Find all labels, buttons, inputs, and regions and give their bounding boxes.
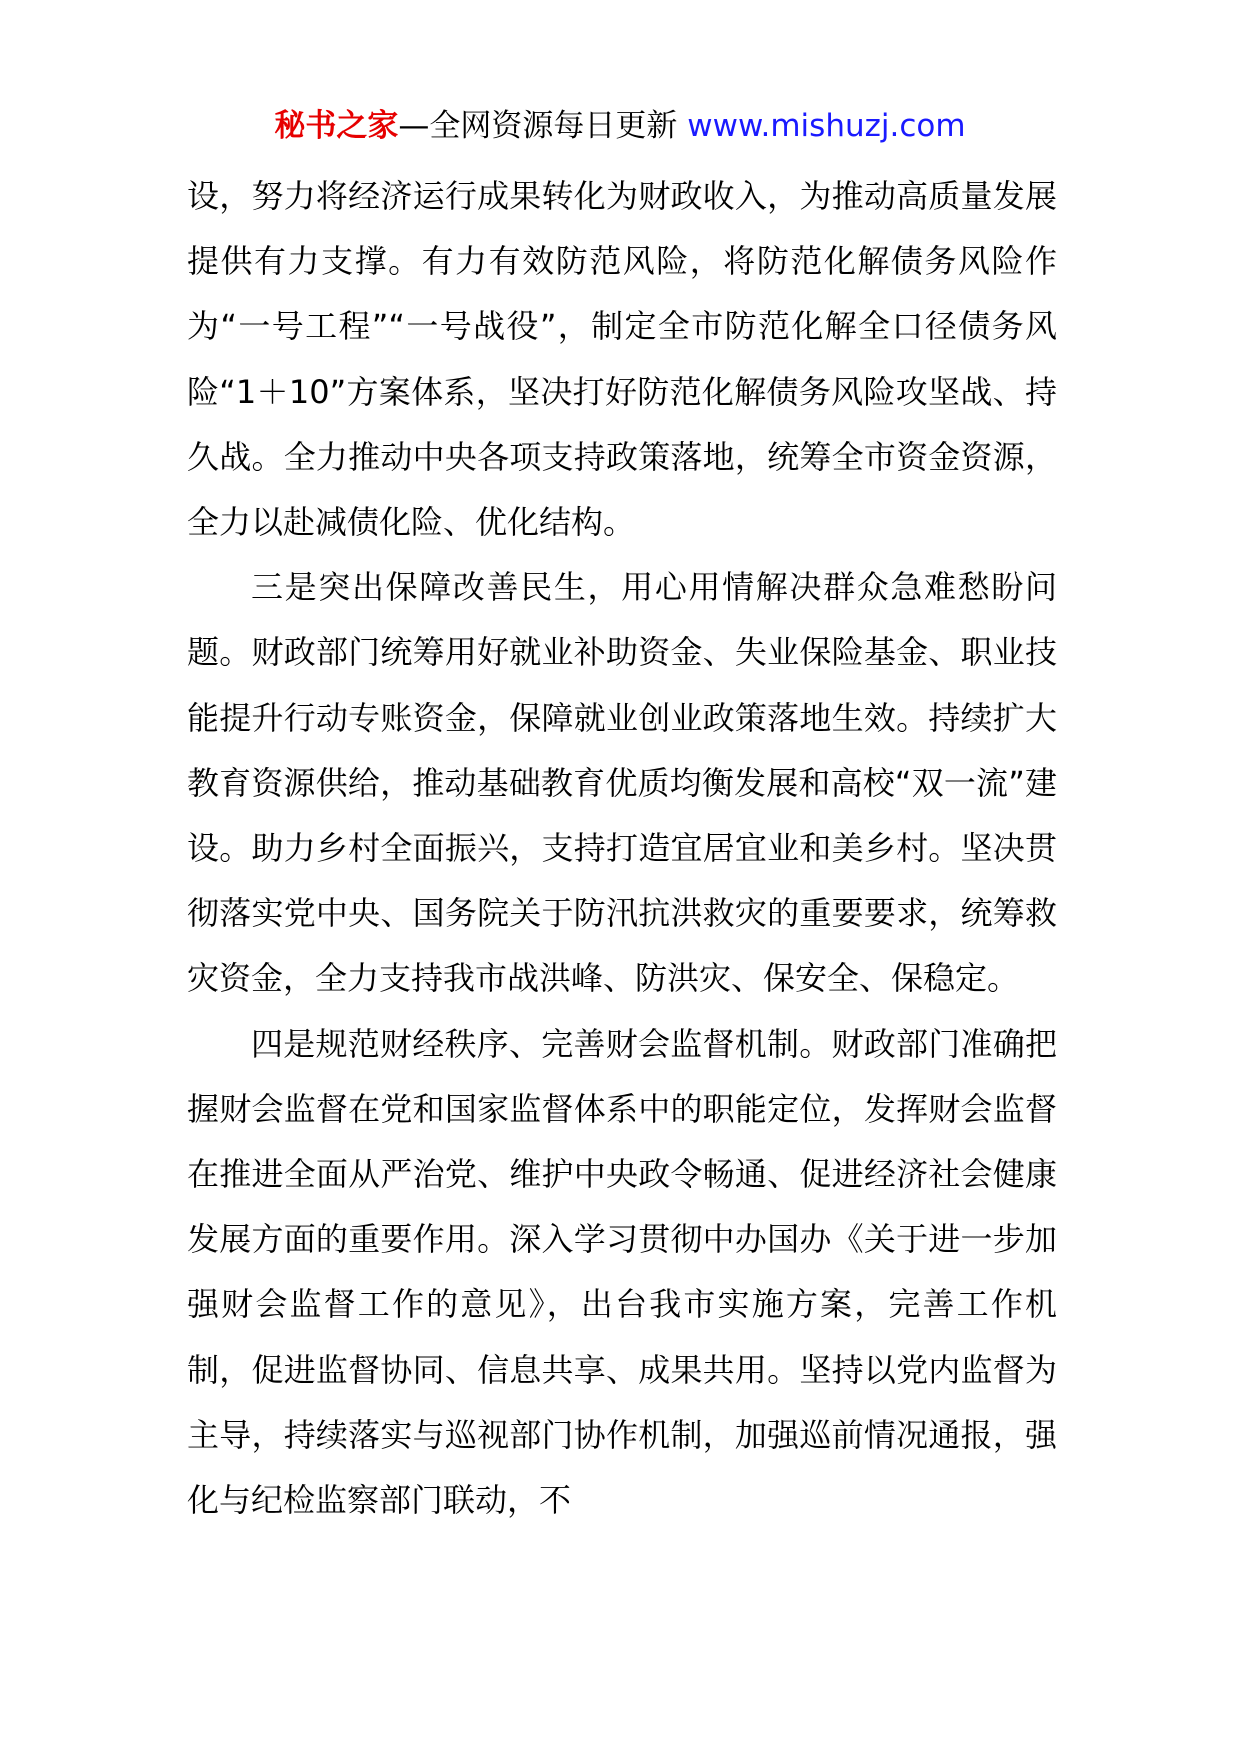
paragraph-continued: 设，努力将经济运行成果转化为财政收入，为推动高质量发展提供有力支撑。有力有效防范风险，将防范化解债务风险作为“一号工程”“一号战役”，制定全市防范化解全口径债务风险“1＋10”方案体系，坚决打好防范化解债务风险攻坚战、持久战。全力推动中央各项支持政策落地，统筹全市资金资源，全力以赴减债化险、优化结构。 [187,177,1057,542]
header-tagline: —全网资源每日更新 [398,108,678,144]
page-header [0,104,1240,148]
document-body [187,164,1057,1533]
paragraph-livelihood: 三是突出保障改善民生，用心用情解决群众急难愁盼问题。财政部门统筹用好就业补助资金、失业保险基金、职业技能提升行动专账资金，保障就业创业政策落地生效。持续扩大教育资源供给，推动基础教育优质均衡发展和高校“双一流”建设。助力乡村全面振兴，支持打造宜居宜业和美乡村。坚决贯彻落实党中央、国务院关于防汛抗洪救灾的重要要求，统筹救灾资金，全力支持我市战洪峰、防洪灾、保安全、保稳定。 [187,568,1057,998]
site-url-link[interactable]: www.mishuzj.com [687,108,966,144]
paragraph-supervision: 四是规范财经秩序、完善财会监督机制。财政部门准确把握财会监督在党和国家监督体系中的职能定位，发挥财会监督在推进全面从严治党、维护中央政令畅通、促进经济社会健康发展方面的重要作用。深入学习贯彻中办国办《关于进一步加强财会监督工作的意见》，出台我市实施方案，完善工作机制，促进监督协同、信息共享、成果共用。坚持以党内监督为主导，持续落实与巡视部门协作机制，加强巡前情况通报，强化与纪检监察部门联动，不 [187,1024,1057,1520]
brand-name: 秘书之家 [274,108,399,144]
